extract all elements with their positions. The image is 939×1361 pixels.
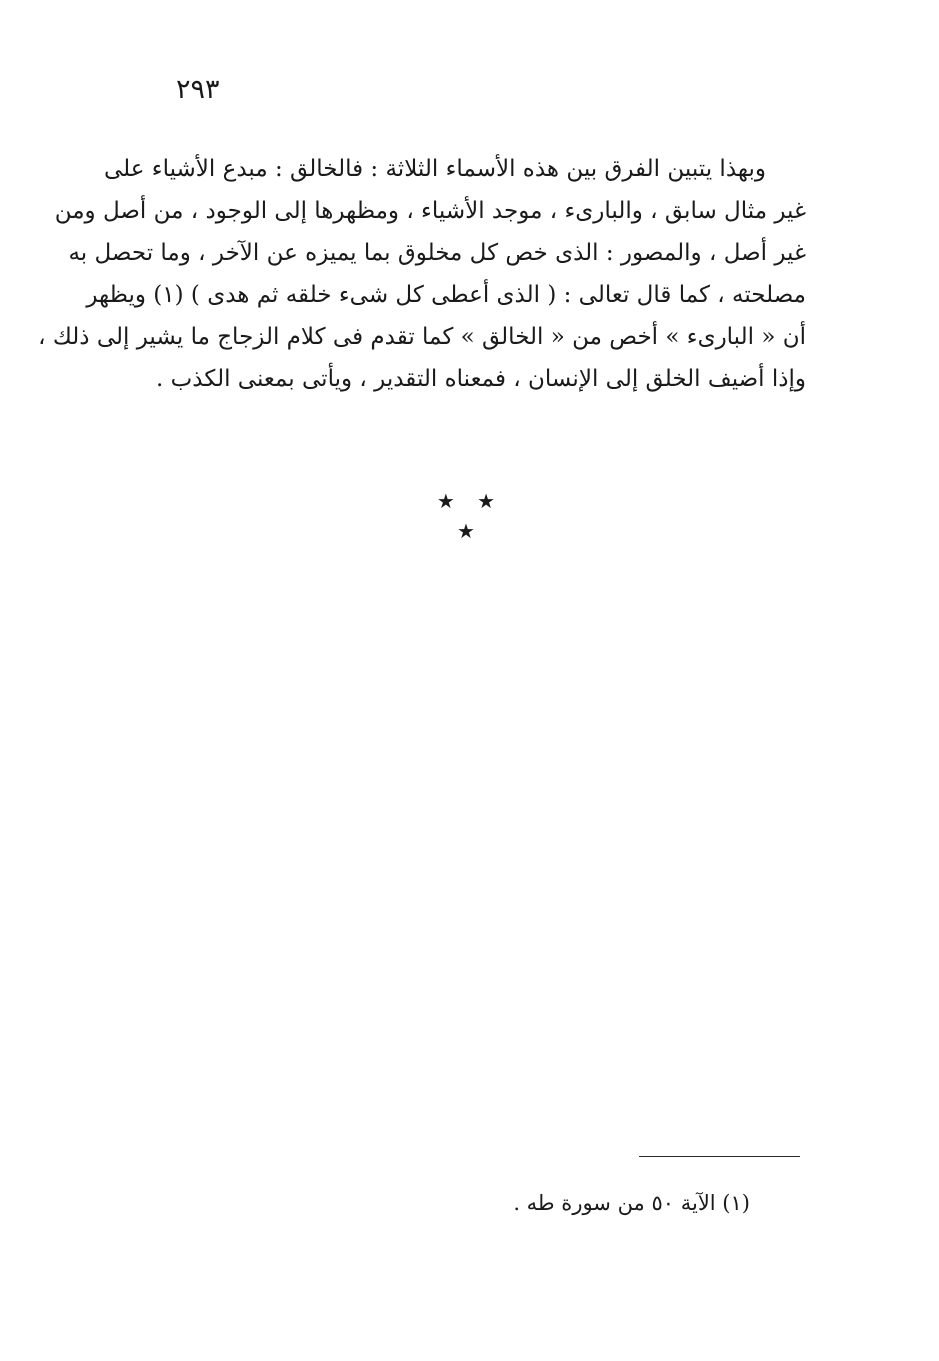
body-line-4: مصلحته ، كما قال تعالى : ( الذى أعطى كل شىء خلقه ثم هدى ) (١) ويظهر — [86, 282, 806, 308]
section-separator-stars: ★ ★ ★ — [436, 489, 504, 543]
body-line-5: أن « البارىء » أخص من « الخالق » كما تقدم فى كلام الزجاج ما يشير إلى ذلك ، — [38, 324, 806, 350]
footnote-divider — [639, 1156, 800, 1157]
body-line-2: غير مثال سابق ، والبارىء ، موجد الأشياء ، ومظهرها إلى الوجود ، من أصل ومن — [54, 198, 806, 224]
footnote-text: (١) الآية ٥٠ من سورة طه . — [513, 1191, 750, 1215]
body-line-6: وإذا أضيف الخلق إلى الإنسان ، فمعناه التقدير ، ويأتى بمعنى الكذب . — [156, 366, 806, 392]
page-number: ٢٩٣ — [176, 74, 220, 105]
body-paragraph — [38, 148, 806, 400]
body-line-1: وبهذا يتبين الفرق بين هذه الأسماء الثلاثة : فالخالق : مبدع الأشياء على — [103, 156, 766, 182]
body-line-3: غير أصل ، والمصور : الذى خص كل مخلوق بما يميزه عن الآخر ، وما تحصل به — [68, 240, 806, 266]
